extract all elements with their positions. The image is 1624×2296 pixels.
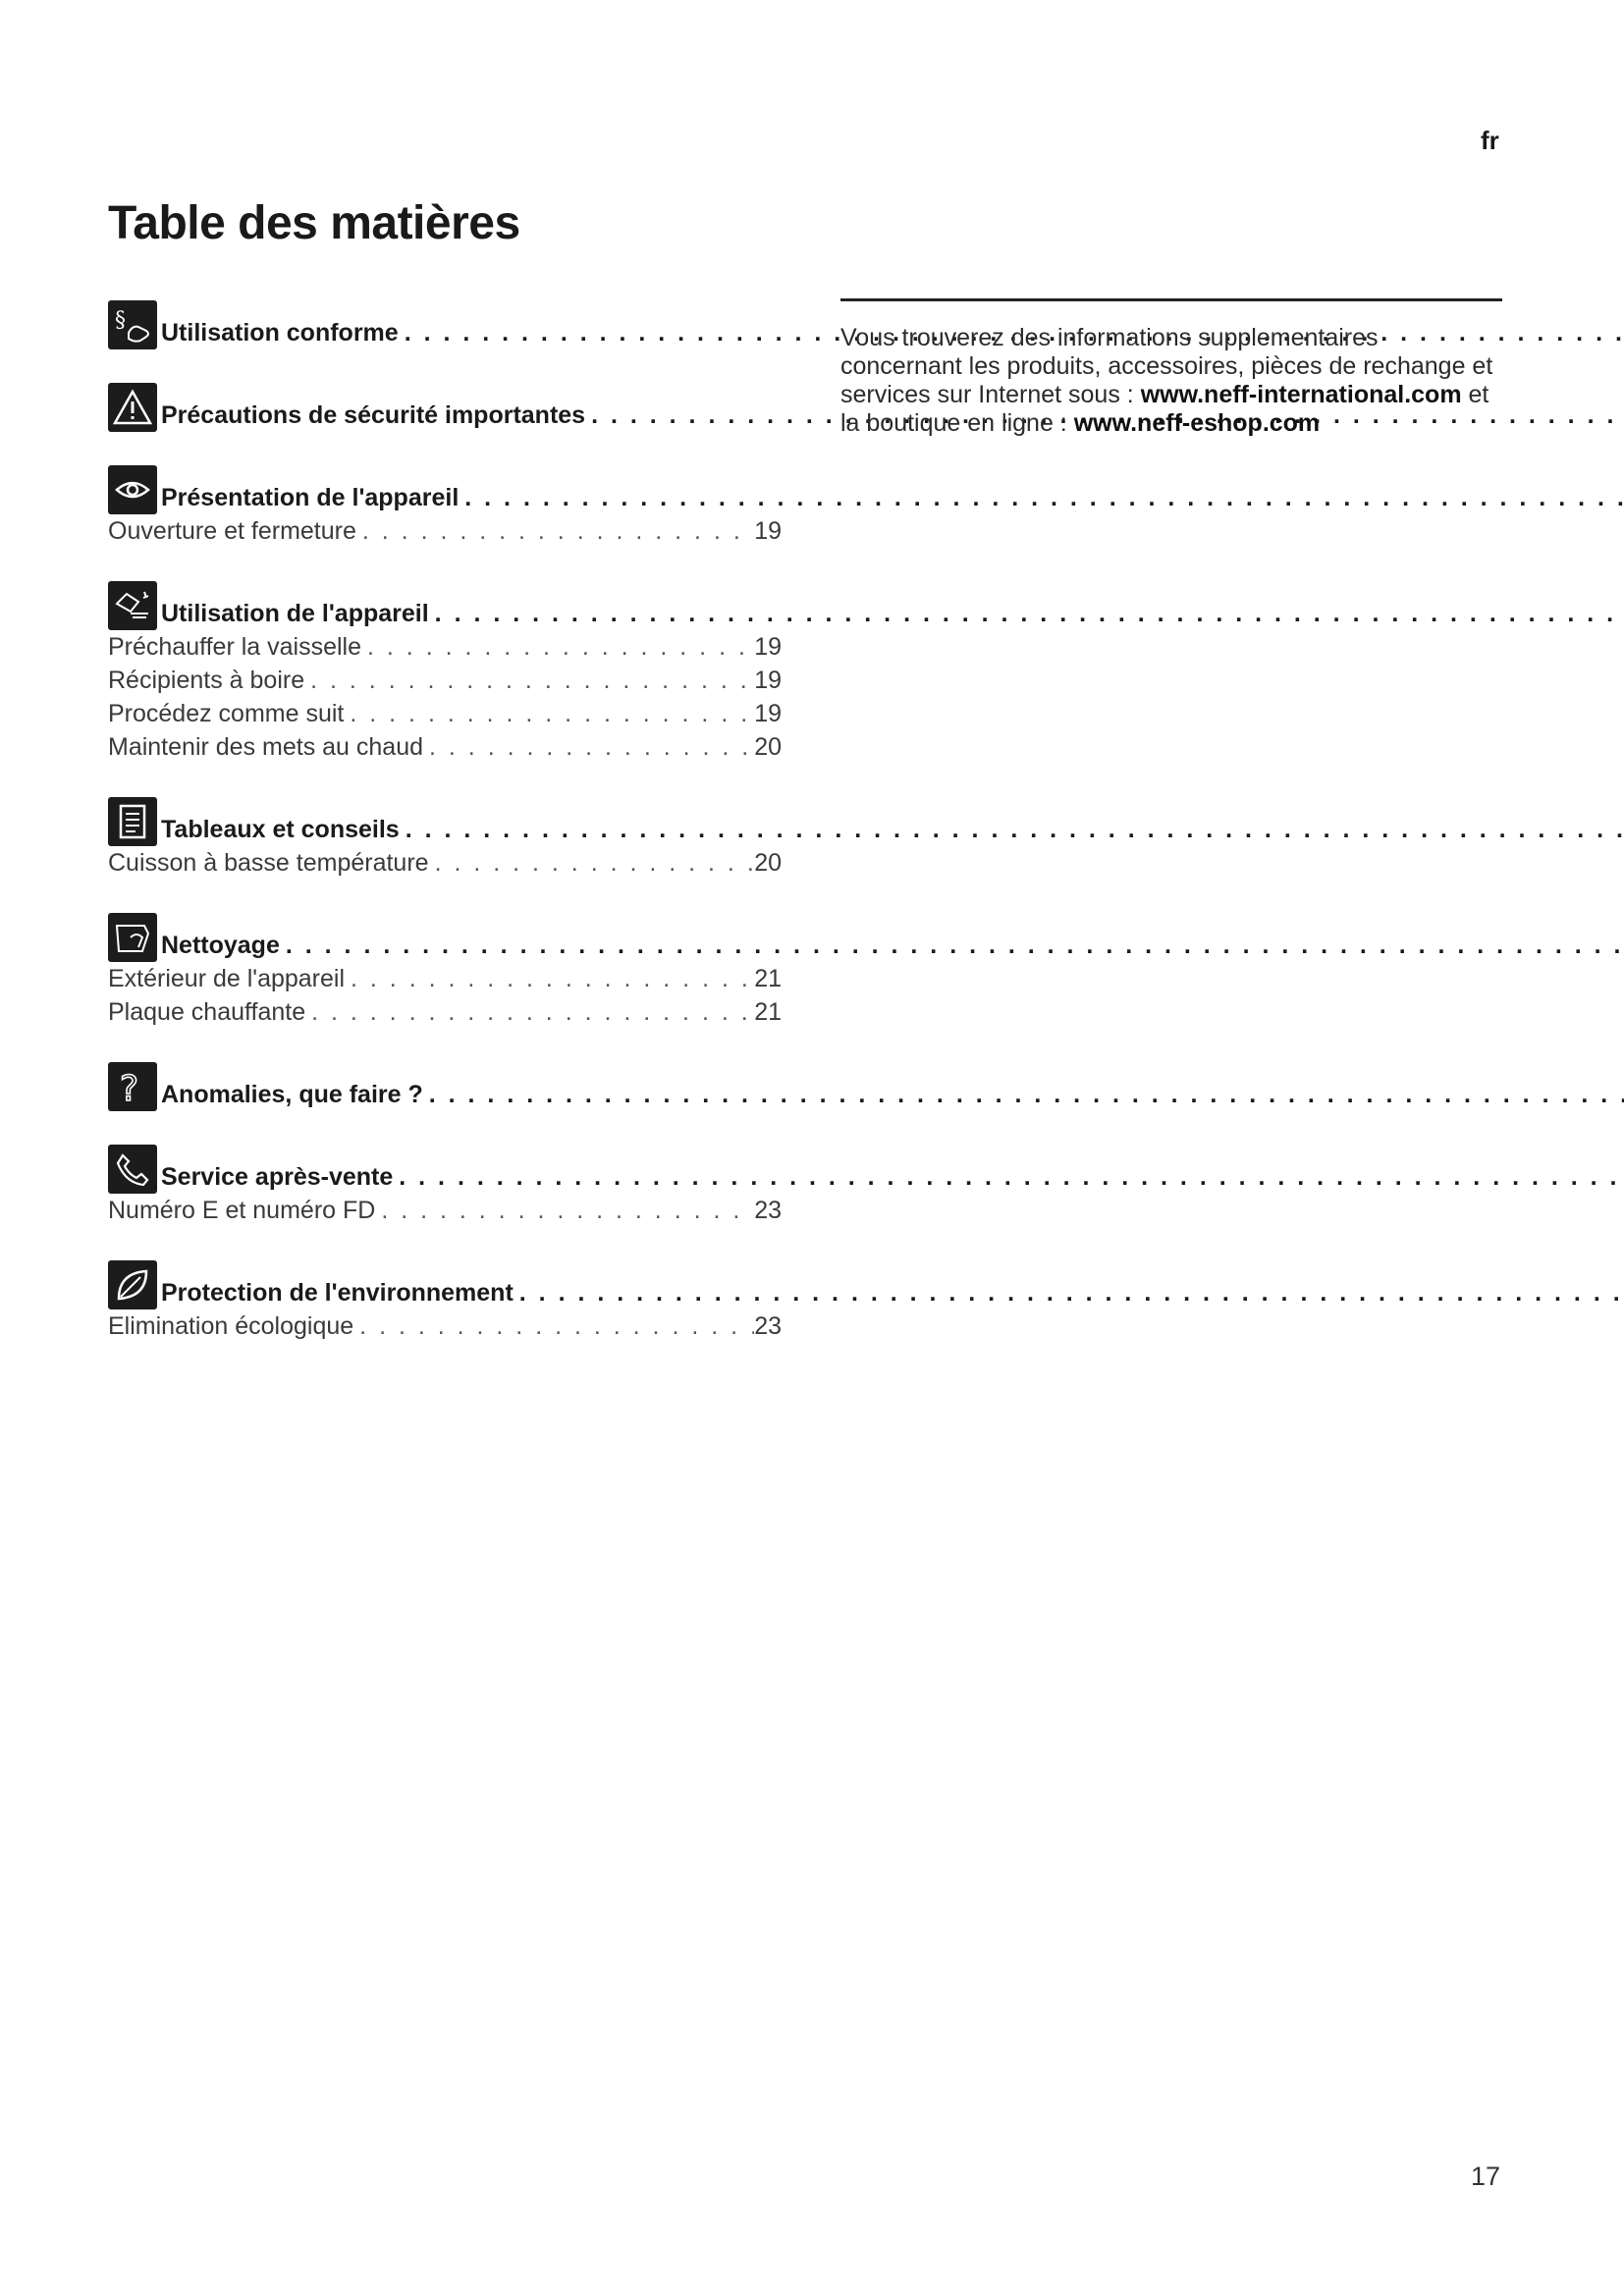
toc-entry-label: Tableaux et conseils [161, 816, 400, 843]
toc-subentry-label: Elimination écologique [108, 1312, 354, 1340]
toc-subentry-label: Procédez comme suit [108, 700, 345, 727]
dot-leader [353, 1309, 754, 1343]
toc-entry-text [161, 1162, 1624, 1194]
toc-section-precautions-de-securite-importantes [108, 373, 782, 432]
info-text-2: et la boutique en ligne : [840, 381, 1489, 437]
toc-entry-text [161, 1278, 1624, 1309]
toc-subentry-label: Préchauffer la vaisselle [108, 633, 362, 661]
toc-entry-label: Utilisation conforme [161, 319, 399, 347]
cleaning-cloth-icon [108, 913, 157, 962]
toc-subentry-label: Plaque chauffante [108, 998, 306, 1026]
toc-subentry[interactable] [108, 630, 782, 664]
toc-entry-text [161, 483, 1624, 514]
svg-text:?: ? [120, 1069, 139, 1108]
toc-subentry-page: 19 [754, 517, 782, 545]
toc-section-protection-de-l-environnement [108, 1251, 782, 1343]
toc-subentry-page: 19 [754, 700, 782, 727]
dot-leader [459, 483, 1624, 512]
toc-entry[interactable] [108, 571, 782, 630]
svg-text:§: § [115, 308, 126, 333]
toc-section-tableaux-et-conseils [108, 787, 782, 880]
toc-subentry[interactable] [108, 730, 782, 764]
toc-entry-text [161, 599, 1624, 630]
toc-subentry-page: 19 [754, 633, 782, 661]
toc-subentry-page: 20 [754, 849, 782, 877]
toc-subentry-page: 21 [754, 998, 782, 1026]
section-hand-icon [108, 300, 157, 349]
link-neff-international[interactable]: www.neff-international.com [1140, 381, 1462, 408]
toc-entry[interactable] [108, 787, 782, 846]
dot-leader [344, 697, 754, 730]
toc-entry-label: Service après-vente [161, 1163, 394, 1191]
toc-subentry-page: 19 [754, 667, 782, 694]
toc-subentry[interactable] [108, 664, 782, 697]
warning-triangle-icon [108, 383, 157, 432]
dot-leader [429, 846, 755, 880]
toc-entry-text [161, 815, 1624, 846]
table-of-contents [108, 291, 782, 1366]
toc-entry[interactable] [108, 1052, 782, 1111]
leaf-icon [108, 1260, 157, 1309]
toc-subentry-page: 20 [754, 733, 782, 761]
toc-entry-label: Présentation de l'appareil [161, 484, 460, 511]
toc-section-presentation-de-l-appareil [108, 455, 782, 548]
toc-entry[interactable] [108, 455, 782, 514]
link-neff-eshop[interactable]: www.neff-eshop.com [1073, 409, 1321, 437]
toc-subentry-label: Cuisson à basse température [108, 849, 429, 877]
page-title: Table des matières [108, 197, 520, 249]
dot-leader [400, 815, 1624, 844]
toc-entry-text [161, 931, 1624, 962]
dot-leader [305, 995, 754, 1029]
toc-entry-label: Précautions de sécurité importantes [161, 401, 586, 429]
dot-leader [356, 514, 754, 548]
toc-subentry[interactable] [108, 1194, 782, 1227]
toc-entry-label: Nettoyage [161, 932, 280, 959]
toc-entry-text [161, 1080, 1624, 1111]
toc-subentry-label: Maintenir des mets au chaud [108, 733, 424, 761]
page-number: 17 [1471, 2162, 1501, 2191]
toc-entry-label: Utilisation de l'appareil [161, 600, 429, 627]
toc-subentry-label: Extérieur de l'appareil [108, 965, 346, 992]
info-text-1: Vous trouverez des informations supplementaires concernant les produits, accessoires, pièces de rechange et services sur Internet sous : [840, 324, 1493, 408]
toc-section-service-apres-vente [108, 1135, 782, 1227]
dot-leader [304, 664, 754, 697]
toc-subentry-page: 23 [754, 1312, 782, 1340]
toc-subentry-label: Numéro E et numéro FD [108, 1197, 376, 1224]
dot-leader [375, 1194, 754, 1227]
toc-subentry[interactable] [108, 995, 782, 1029]
dot-leader [361, 630, 754, 664]
toc-entry[interactable] [108, 291, 782, 349]
toc-subentry[interactable] [108, 1309, 782, 1343]
toc-section-utilisation-conforme [108, 291, 782, 349]
toc-subentry-page: 21 [754, 965, 782, 992]
dot-leader [429, 599, 1624, 628]
toc-subentry-label: Récipients à boire [108, 667, 305, 694]
toc-subentry[interactable] [108, 514, 782, 548]
info-paragraph [840, 324, 1502, 438]
dot-leader [393, 1162, 1624, 1192]
toc-entry-label: Protection de l'environnement [161, 1279, 514, 1307]
divider [840, 298, 1502, 301]
language-code: fr [1481, 126, 1499, 155]
toc-section-anomalies-que-faire [108, 1052, 782, 1111]
dot-leader [280, 931, 1624, 960]
toc-subentry-label: Ouverture et fermeture [108, 517, 356, 545]
toc-entry[interactable] [108, 373, 782, 432]
toc-entry[interactable] [108, 1251, 782, 1309]
toc-section-utilisation-de-l-appareil [108, 571, 782, 764]
toc-subentry[interactable] [108, 962, 782, 995]
toc-entry[interactable] [108, 903, 782, 962]
dot-leader [423, 1080, 1624, 1109]
toc-entry-label: Anomalies, que faire ? [161, 1081, 423, 1108]
phone-icon [108, 1145, 157, 1194]
toc-entry[interactable] [108, 1135, 782, 1194]
question-mark-icon [108, 1062, 157, 1111]
usage-hand-icon [108, 581, 157, 630]
dot-leader [345, 962, 754, 995]
toc-subentry-page: 23 [754, 1197, 782, 1224]
document-list-icon [108, 797, 157, 846]
toc-section-nettoyage [108, 903, 782, 1029]
eye-icon [108, 465, 157, 514]
dot-leader [423, 730, 754, 764]
toc-subentry[interactable] [108, 697, 782, 730]
dot-leader [514, 1278, 1624, 1308]
toc-subentry[interactable] [108, 846, 782, 880]
